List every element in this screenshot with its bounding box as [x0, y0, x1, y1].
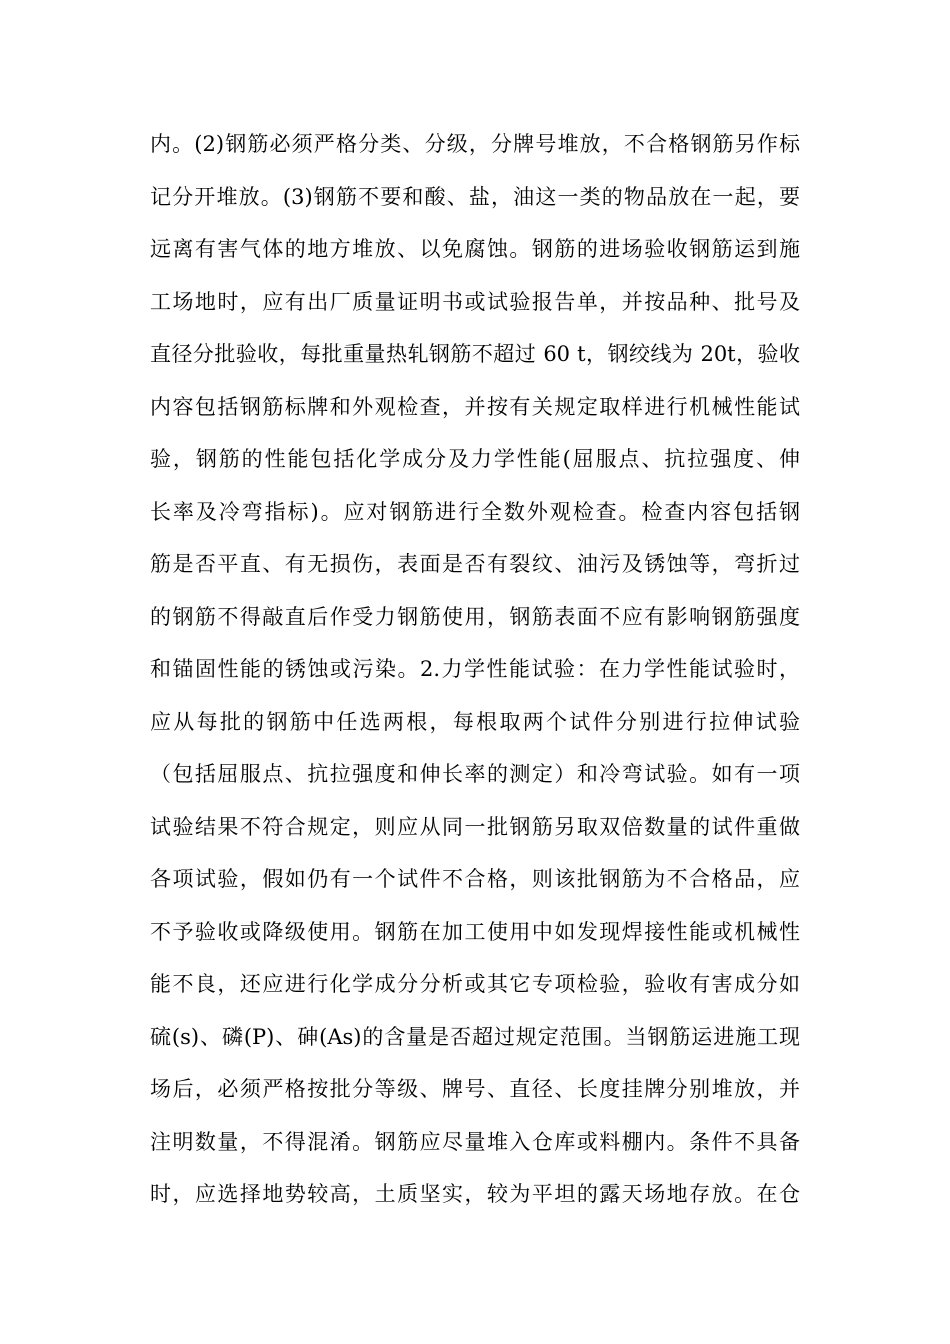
text-line: 试验结果不符合规定，则应从同一批钢筋另取双倍数量的试件重做: [150, 814, 800, 839]
text-line: 应从每批的钢筋中任选两根，每根取两个试件分别进行拉伸试验: [150, 709, 800, 734]
text-line: 远离有害气体的地方堆放、以免腐蚀。钢筋的进场验收钢筋运到施: [150, 237, 800, 261]
text-line: 能不良，还应进行化学成分分析或其它专项检验，验收有害成分如: [150, 972, 800, 996]
text-line: 不予验收或降级使用。钢筋在加工使用中如发现焊接性能或机械性: [150, 919, 800, 944]
text-line: 筋是否平直、有无损伤，表面是否有裂纹、油污及锈蚀等，弯折过: [150, 552, 800, 576]
body-paragraph: [150, 118, 800, 1221]
text-line: 内。(2)钢筋必须严格分类、分级，分牌号堆放，不合格钢筋另作标: [150, 132, 800, 156]
text-line: 记分开堆放。(3)钢筋不要和酸、盐，油这一类的物品放在一起，要: [150, 184, 800, 209]
text-line: 工场地时，应有出厂质量证明书或试验报告单，并按品种、批号及: [150, 289, 800, 314]
text-line: 场后，必须严格按批分等级、牌号、直径、长度挂牌分别堆放，并: [150, 1077, 800, 1101]
text-line: 长率及冷弯指标)。应对钢筋进行全数外观检查。检查内容包括钢: [150, 499, 800, 524]
text-line: 注明数量，不得混淆。钢筋应尽量堆入仓库或料棚内。条件不具备: [150, 1129, 800, 1154]
text-line: 时，应选择地势较高，土质坚实，较为平坦的露天场地存放。在仓: [150, 1182, 800, 1206]
text-line: 的钢筋不得敲直后作受力钢筋使用，钢筋表面不应有影响钢筋强度: [150, 604, 800, 629]
text-line: （包括屈服点、抗拉强度和伸长率的测定）和冷弯试验。如有一项: [150, 762, 800, 786]
text-line: 验，钢筋的性能包括化学成分及力学性能(屈服点、抗拉强度、伸: [150, 447, 800, 471]
text-line: 和锚固性能的锈蚀或污染。2.力学性能试验：在力学性能试验时，: [150, 657, 800, 681]
text-line: 内容包括钢筋标牌和外观检查，并按有关规定取样进行机械性能试: [150, 394, 800, 419]
text-line: 直径分批验收，每批重量热轧钢筋不超过 60 t，钢绞线为 20t，验收: [150, 342, 800, 366]
text-line: 各项试验，假如仍有一个试件不合格，则该批钢筋为不合格品，应: [150, 867, 800, 891]
text-line: 硫(s)、磷(P)、砷(As)的含量是否超过规定范围。当钢筋运进施工现: [150, 1024, 800, 1049]
